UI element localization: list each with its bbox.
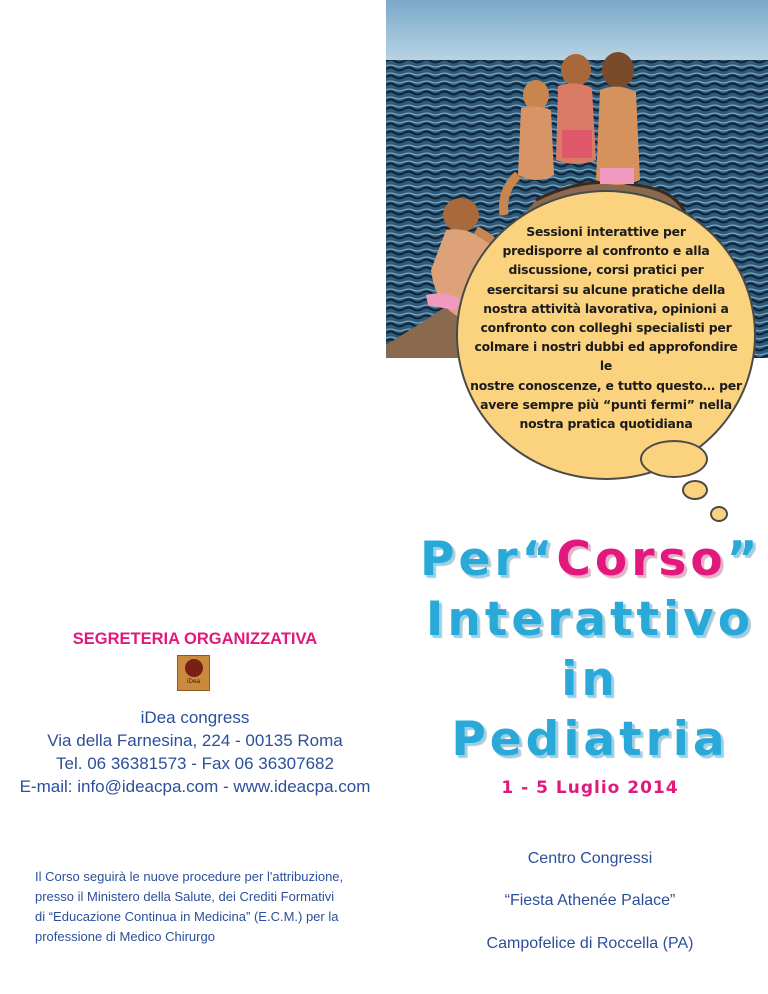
bubble-line: Sessioni interattive per xyxy=(526,224,686,239)
bubble-line: discussione, corsi pratici per xyxy=(508,262,704,278)
bubble-line: confronto con colleghi specialisti per xyxy=(480,320,732,336)
logo-disc-icon xyxy=(185,659,203,677)
bubble-line: nostra attività lavorativa, opinioni a xyxy=(483,300,729,316)
organizer-email-web[interactable]: E-mail: info@ideacpa.com - www.ideacpa.com xyxy=(19,777,371,796)
event-dates: 1 - 5 Luglio 2014 xyxy=(501,778,679,798)
organizer-phone: Tel. 06 36381573 - Fax 06 36307682 xyxy=(56,754,334,773)
bubble-dot-medium xyxy=(682,480,708,500)
bubble-text xyxy=(470,222,742,433)
venue-line-1: Centro Congressi xyxy=(527,850,653,867)
organizer-name: iDea congress xyxy=(140,708,250,727)
ecm-line: professione di Medico Chirurgo xyxy=(35,929,215,944)
bubble-line: colmare i nostri dubbi ed approfondire le xyxy=(474,339,738,374)
organizer-address: Via della Farnesina, 224 - 00135 Roma xyxy=(47,731,343,750)
bubble-line: nostre conoscenze, e tutto questo… per xyxy=(470,377,742,393)
bubble-dot-small xyxy=(710,506,728,522)
venue-line-2: “Fiesta Athenée Palace” xyxy=(504,892,676,909)
bubble-line: avere sempre più “punti fermi” nella xyxy=(480,396,732,412)
course-title xyxy=(420,530,760,770)
secretariat-heading: SEGRETERIA ORGANIZZATIVA xyxy=(72,630,318,648)
bubble-line: predisporre al confronto e alla xyxy=(502,243,710,259)
idea-logo xyxy=(177,655,210,691)
organizer-contact xyxy=(15,706,375,798)
title-line-2: Interattivo xyxy=(425,592,755,647)
title-line-3: in Pediatria xyxy=(451,652,729,767)
title-highlight: Corso xyxy=(556,532,727,587)
bubble-line: esercitarsi su alcune pratiche della xyxy=(486,281,726,297)
title-suffix: ” xyxy=(726,532,762,587)
ecm-line: di “Educazione Continua in Medicina” (E.C.M.) per la xyxy=(35,909,339,924)
ecm-note xyxy=(35,867,375,947)
bubble-line: nostra pratica quotidiana xyxy=(519,416,693,432)
bubble-dot-large xyxy=(640,440,708,478)
ecm-line: Il Corso seguirà le nuove procedure per l'attribuzione, xyxy=(35,869,344,884)
venue-line-3: Campofelice di Roccella (PA) xyxy=(486,935,694,952)
title-prefix: Per“ xyxy=(420,532,557,587)
logo-text: iDea xyxy=(186,678,201,685)
ecm-line: presso il Ministero della Salute, dei Crediti Formativi xyxy=(35,889,335,904)
title-line-1 xyxy=(420,530,760,590)
